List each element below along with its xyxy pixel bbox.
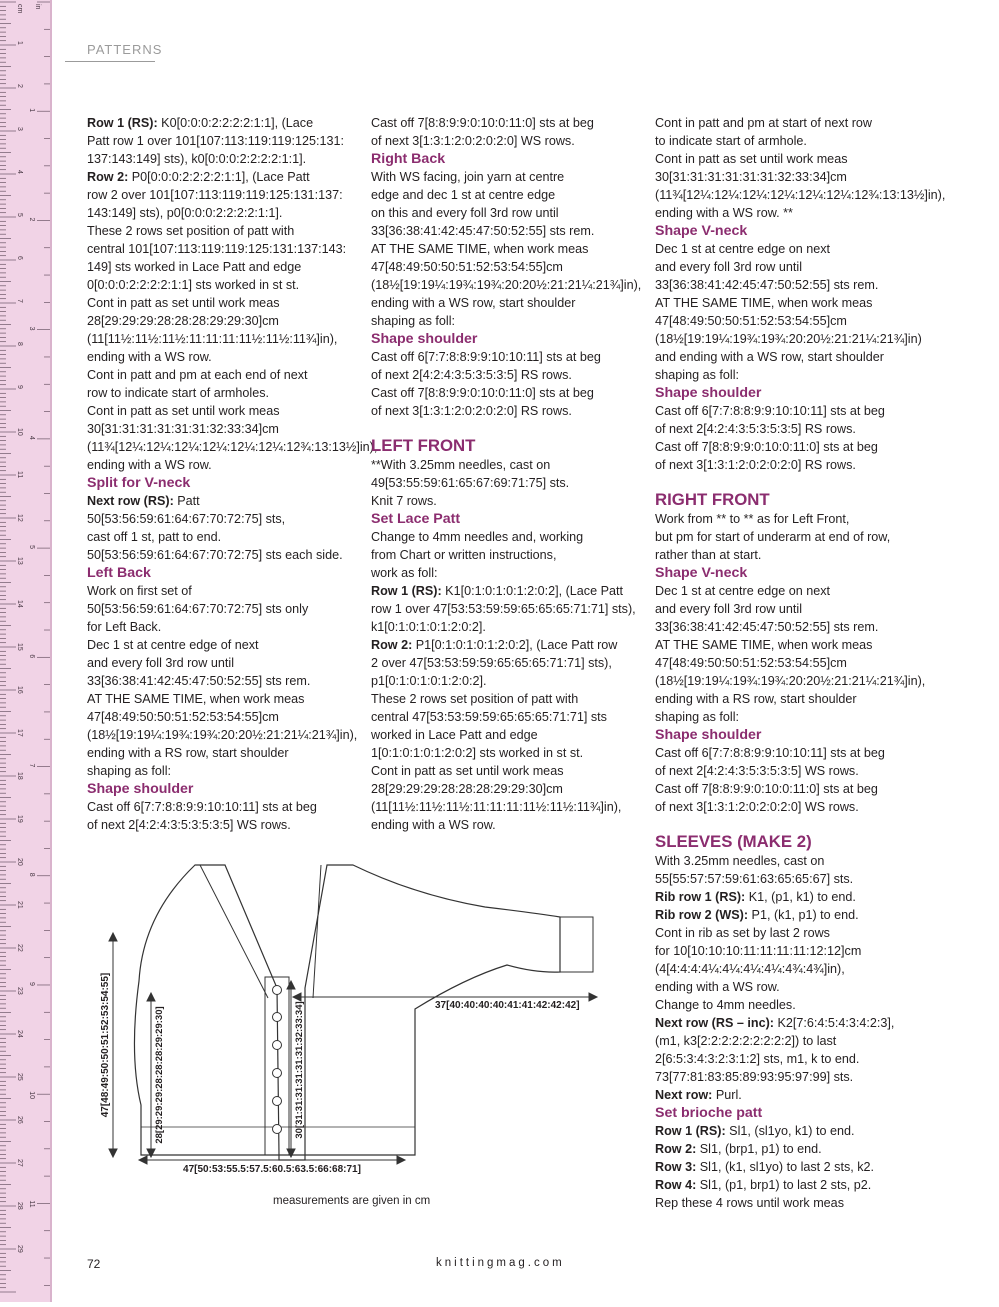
instruction-paragraph: Cont in patt as set until work meas 30[31:31:31:31:31:31:32:33:34]cm (11¾[12¼:12¼:12¼:12¼:12¼:12¼:12¾:13:13½]in), ending with a WS row. **	[655, 152, 946, 220]
instruction-paragraph: Rep these 4 rows until work meas	[655, 1196, 844, 1210]
row-label: Next row:	[655, 1088, 713, 1102]
ruler-cm-label: 13	[16, 557, 23, 565]
ruler-in-label: 5	[28, 545, 35, 550]
width-dimension	[139, 1156, 405, 1164]
instruction-text: K1, (p1, k1) to end.	[745, 890, 856, 904]
instruction-paragraph: Work from ** to ** as for Left Front, but pm for start of underarm at end of row, rather than at start.	[655, 512, 891, 562]
ruler-cm-label: 9	[16, 385, 23, 389]
ruler-cm-label: 14	[16, 600, 23, 608]
instruction-paragraph	[655, 1176, 955, 1194]
ruler-in-label: 4	[28, 435, 35, 440]
row-label: Row 1 (RS):	[655, 1124, 726, 1138]
instruction-text: P1[0:1:0:1:0:1:2:0:2], (Lace Patt row 2 over 47[53:53:59:59:65:65:65:71:71] sts), p1[0:1:0:1:0:1:2:0:2].	[371, 638, 618, 688]
instruction-text: Sl1, (brp1, p1) to end.	[696, 1142, 822, 1156]
instruction-paragraph	[87, 492, 357, 564]
instruction-paragraph	[655, 888, 955, 906]
instruction-paragraph: Cast off 6[7:7:8:8:9:9:10:10:11] sts at beg of next 2[4:2:4:3:5:3:5:3:5] WS rows.	[87, 800, 317, 832]
instruction-paragraph	[87, 168, 357, 222]
instruction-paragraph: Cast off 6[7:7:8:8:9:9:10:10:11] sts at beg of next 2[4:2:4:3:5:3:5:3:5] RS rows.	[371, 350, 601, 382]
ruler-in-label: 2	[28, 217, 35, 222]
instruction-paragraph: Cast off 7[8:8:9:9:0:10:0:11:0] sts at beg of next 3[1:3:1:2:0:2:0:2:0] RS rows.	[655, 440, 878, 472]
section-subheading: Right Back	[371, 151, 446, 167]
section-subheading: Set brioche patt	[655, 1105, 763, 1121]
instruction-paragraph: Work on first set of 50[53:56:59:61:64:67:70:72:75] sts only for Left Back.	[87, 584, 309, 634]
width-label: 47[50:53:55.5:57.5:60.5:63.5:66:68:71]	[183, 1164, 361, 1175]
section-subheading: Shape V-neck	[655, 565, 748, 581]
ruler-cm-label: 26	[16, 1116, 23, 1124]
ruler-cm-label: 10	[16, 428, 23, 436]
section-subheading: Shape shoulder	[87, 781, 194, 797]
button	[273, 1125, 282, 1134]
garment-schematic	[95, 855, 640, 1195]
ruler-cm-label: 21	[16, 901, 23, 909]
instruction-paragraph: AT THE SAME TIME, when work meas 47[48:49:50:50:51:52:53:54:55]cm (18½[19:19¼:19¾:19¾:20:20½:21:21¼:21¾]in), ending with a WS row, start shoulder shaping as foll:	[371, 242, 642, 328]
ruler-cm-label: 12	[16, 514, 23, 522]
height-armhole-label: 28[29:29:29:28:28:28:29:29:30]	[154, 1006, 165, 1144]
instruction-paragraph: Cont in patt as set until work meas 30[31:31:31:31:31:31:32:33:34]cm (11¾[12¼:12¼:12¼:12¼:12¼:12¼:12¾:13:13½]in), ending with a WS row.	[87, 404, 378, 472]
section-heading: LEFT FRONT	[371, 436, 476, 455]
ruler-cm-label: 4	[16, 170, 23, 174]
instruction-paragraph: With WS facing, join yarn at centre edge and dec 1 st at centre edge on this and every foll 3rd row until 33[36:38:41:42:45:47:50:52:55] sts rem.	[371, 170, 595, 238]
measuring-ruler	[0, 0, 52, 1302]
ruler-unit-in: in	[34, 4, 41, 10]
instruction-paragraph	[655, 1140, 955, 1158]
row-label: Next row (RS – inc):	[655, 1016, 774, 1030]
ruler-in-label: 7	[28, 763, 35, 768]
row-label: Row 2:	[87, 170, 129, 184]
height-front-label: 30[31:31:31:31:31:31:32:33:34]	[294, 1001, 305, 1139]
ruler-edge	[50, 0, 52, 1302]
row-label: Row 2:	[371, 638, 413, 652]
sleeve-length-label: 37[40:40:40:40:41:41:42:42:42]	[435, 1000, 580, 1011]
instruction-paragraph: Cont in rib as set by last 2 rows for 10[10:10:10:11:11:11:11:12:12]cm (4[4:4:4:4¼:4¼:4¼:4¼:4¾:4¾]in), ending with a WS row.	[655, 926, 862, 994]
section-subheading: Shape shoulder	[655, 385, 762, 401]
instruction-paragraph	[87, 114, 357, 168]
ruler-cm-label: 2	[16, 84, 23, 88]
page-number: 72	[87, 1257, 101, 1271]
section-subheading: Shape shoulder	[655, 727, 762, 743]
instruction-text: Patt 50[53:56:59:61:64:67:70:72:75] sts, cast off 1 st, patt to end. 50[53:56:59:61:64:67:70:72:75] sts each side.	[87, 494, 343, 562]
cardigan-outline	[134, 865, 560, 1160]
ruler-in-label: 10	[28, 1091, 35, 1099]
row-label: Row 2:	[655, 1142, 697, 1156]
ruler-unit-cm: cm	[16, 4, 23, 14]
instruction-paragraph: Cast off 6[7:7:8:8:9:9:10:10:11] sts at beg of next 2[4:2:4:3:5:3:5:3:5] RS rows.	[655, 404, 885, 436]
instruction-paragraph: Change to 4mm needles and, working from Chart or written instructions, work as foll:	[371, 530, 584, 580]
instruction-text: Sl1, (sl1yo, k1) to end.	[725, 1124, 855, 1138]
instruction-text: P1, (k1, p1) to end.	[748, 908, 859, 922]
ruler-cm-label: 22	[16, 944, 23, 952]
instruction-paragraph	[655, 1122, 955, 1140]
section-subheading: Shape V-neck	[655, 223, 748, 239]
ruler-cm-label: 28	[16, 1202, 23, 1210]
section-subheading: Split for V-neck	[87, 475, 191, 491]
instruction-paragraph: Cont in patt and pm at each end of next row to indicate start of armholes.	[87, 368, 308, 400]
instruction-paragraph: Cont in patt and pm at start of next row to indicate start of armhole.	[655, 116, 873, 148]
instruction-paragraph: Dec 1 st at centre edge on next and every foll 3rd row until 33[36:38:41:42:45:47:50:52:55] sts rem.	[655, 242, 879, 292]
text-column-2	[371, 114, 641, 834]
instruction-text: Purl.	[712, 1088, 742, 1102]
row-label: Row 3:	[655, 1160, 697, 1174]
instruction-paragraph: Dec 1 st at centre edge on next and every foll 3rd row until 33[36:38:41:42:45:47:50:52:55] sts rem.	[655, 584, 879, 634]
instruction-paragraph: Cast off 6[7:7:8:8:9:9:10:10:11] sts at beg of next 2[4:2:4:3:5:3:5:3:5] WS rows.	[655, 746, 885, 778]
instruction-paragraph: AT THE SAME TIME, when work meas 47[48:49:50:50:51:52:53:54:55]cm (18½[19:19¼:19¾:19¾:20:20½:21:21¼:21¾]in), ending with a RS row, start shoulder shaping as foll:	[655, 638, 926, 724]
row-label: Row 1 (RS):	[87, 116, 158, 130]
button	[273, 1041, 282, 1050]
instruction-paragraph: These 2 rows set position of patt with central 47[53:53:59:59:65:65:65:71:71] sts worked in Lace Patt and edge 1[0:1:0:1:0:1:2:0:2] sts worked in st st.	[371, 692, 607, 760]
instruction-paragraph	[371, 582, 641, 636]
ruler-cm-label: 23	[16, 987, 23, 995]
ruler-cm-label: 11	[16, 471, 23, 479]
ruler-cm-label: 29	[16, 1245, 23, 1253]
ruler-cm-label: 18	[16, 772, 23, 780]
row-label: Rib row 1 (RS):	[655, 890, 746, 904]
text-column-1	[87, 114, 378, 834]
ruler-in-label: 11	[28, 1200, 35, 1208]
instruction-paragraph	[371, 636, 641, 690]
instruction-text: K2[7:6:4:5:4:3:4:2:3], (m1, k3[2:2:2:2:2:2:2:2:2]) to last 2[6:5:3:4:3:2:3:1:2] sts, m1, k to end. 73[77:81:83:85:89:93:95:97:99] sts.	[655, 1016, 895, 1084]
ruler-cm-label: 5	[16, 213, 23, 217]
ruler-cm-label: 27	[16, 1159, 23, 1167]
ruler-cm-label: 16	[16, 686, 23, 694]
ruler-cm-label: 6	[16, 256, 23, 260]
instruction-paragraph: AT THE SAME TIME, when work meas 47[48:49:50:50:51:52:53:54:55]cm (18½[19:19¼:19¾:19¾:20:20½:21:21¼:21¾]in), ending with a RS row, start shoulder shaping as foll:	[87, 692, 358, 778]
instruction-paragraph: Cast off 7[8:8:9:9:0:10:0:11:0] sts at beg of next 3[1:3:1:2:0:2:0:2:0] RS rows.	[371, 386, 594, 418]
button	[273, 1013, 282, 1022]
schematic-drawing	[95, 855, 640, 1195]
instruction-paragraph	[655, 1158, 955, 1176]
ruler-cm-label: 17	[16, 729, 23, 737]
ruler-in-label: 8	[28, 872, 35, 877]
section-subheading: Shape shoulder	[371, 331, 478, 347]
ruler-cm-label: 19	[16, 815, 23, 823]
neckband-line	[313, 865, 321, 998]
instruction-paragraph	[655, 1086, 955, 1104]
button	[273, 1069, 282, 1078]
ruler-cm-label: 24	[16, 1030, 23, 1038]
instruction-text: K0[0:0:0:2:2:2:2:1:1], (Lace Patt row 1 over 101[107:113:119:119:125:131: 137:143:149] sts), k0[0:0:0:2:2:2:2:1:1].	[87, 116, 344, 166]
section-rule	[65, 61, 155, 62]
instruction-paragraph: Cont in patt as set until work meas 28[29:29:29:28:28:28:29:29:30]cm (11[11½:11½:11½:11:11:11:11½:11½:11¾]in), ending with a WS row.	[371, 764, 622, 832]
ruler-cm-label: 7	[16, 299, 23, 303]
ruler-cm-label: 15	[16, 643, 23, 651]
diagram-caption: measurements are given in cm	[273, 1195, 431, 1207]
instruction-text: Sl1, (k1, sl1yo) to last 2 sts, k2.	[696, 1160, 875, 1174]
row-label: Row 4:	[655, 1178, 697, 1192]
sleeve-cuff	[560, 917, 593, 972]
button	[273, 986, 282, 995]
row-label: Next row (RS):	[87, 494, 174, 508]
section-heading: RIGHT FRONT	[655, 490, 770, 509]
instruction-text: P0[0:0:0:2:2:2:2:1:1], (Lace Patt row 2 over 101[107:113:119:119:125:131:137: 143:149] sts), p0[0:0:0:2:2:2:2:1:1].	[87, 170, 343, 220]
ruler-in-label: 3	[28, 326, 35, 331]
ruler-cm-label: 20	[16, 858, 23, 866]
instruction-paragraph	[655, 906, 955, 924]
ruler-in-label: 1	[28, 108, 35, 113]
section-label: PATTERNS	[87, 42, 163, 57]
row-label: Row 1 (RS):	[371, 584, 442, 598]
instruction-paragraph: These 2 rows set position of patt with central 101[107:113:119:119:125:131:137:143: 149] sts worked in Lace Patt and edge 0[0:0:0:2:2:2:2:1:1] sts worked in st st.	[87, 224, 347, 292]
instruction-paragraph: Cast off 7[8:8:9:9:0:10:0:11:0] sts at beg of next 3[1:3:1:2:0:2:0:2:0] WS rows.	[655, 782, 878, 814]
ruler-cm-label: 1	[16, 41, 23, 45]
ruler-cm-label: 25	[16, 1073, 23, 1081]
ruler-in-label: 9	[28, 981, 35, 986]
row-label: Rib row 2 (WS):	[655, 908, 749, 922]
section-subheading: Left Back	[87, 565, 151, 581]
instruction-text: K1[0:1:0:1:0:1:2:0:2], (Lace Patt row 1 over 47[53:53:59:59:65:65:65:71:71] sts), k1[0:1:0:1:0:1:2:0:2].	[371, 584, 636, 634]
instruction-paragraph	[655, 1014, 955, 1086]
ruler-cm-label: 8	[16, 342, 23, 346]
instruction-paragraph: Dec 1 st at centre edge of next and every foll 3rd row until 33[36:38:41:42:45:47:50:52:55] sts rem.	[87, 638, 311, 688]
website-link[interactable]: knittingmag.com	[436, 1257, 565, 1269]
ruler-ticks	[0, 0, 52, 1302]
instruction-paragraph: Knit 7 rows.	[371, 494, 437, 508]
instruction-text: Sl1, (p1, brp1) to last 2 sts, p2.	[696, 1178, 872, 1192]
instruction-paragraph: Change to 4mm needles.	[655, 998, 796, 1012]
instruction-paragraph: AT THE SAME TIME, when work meas 47[48:49:50:50:51:52:53:54:55]cm (18½[19:19¼:19¾:19¾:20:20½:21:21¼:21¾]in) and ending with a WS row, start shoulder shaping as foll:	[655, 296, 922, 382]
ruler-cm-label: 3	[16, 127, 23, 131]
ruler-in-label: 6	[28, 654, 35, 659]
section-subheading: Set Lace Patt	[371, 511, 461, 527]
button	[273, 1097, 282, 1106]
height-total-label: 47[48:49:50:50:51:52:53:54:55]	[100, 972, 111, 1118]
instruction-paragraph: With 3.25mm needles, cast on 55[55:57:57:59:61:63:65:65:67] sts.	[655, 854, 854, 886]
instruction-paragraph: Cont in patt as set until work meas 28[29:29:29:28:28:28:29:29:30]cm (11[11½:11½:11½:11:11:11:11½:11½:11¾]in), ending with a WS row.	[87, 296, 338, 364]
instruction-paragraph: Cast off 7[8:8:9:9:0:10:0:11:0] sts at beg of next 3[1:3:1:2:0:2:0:2:0] WS rows.	[371, 116, 594, 148]
text-column-3	[655, 114, 955, 1212]
instruction-paragraph: **With 3.25mm needles, cast on 49[53:55:59:61:65:67:69:71:75] sts.	[371, 458, 570, 490]
section-heading: SLEEVES (MAKE 2)	[655, 832, 812, 851]
